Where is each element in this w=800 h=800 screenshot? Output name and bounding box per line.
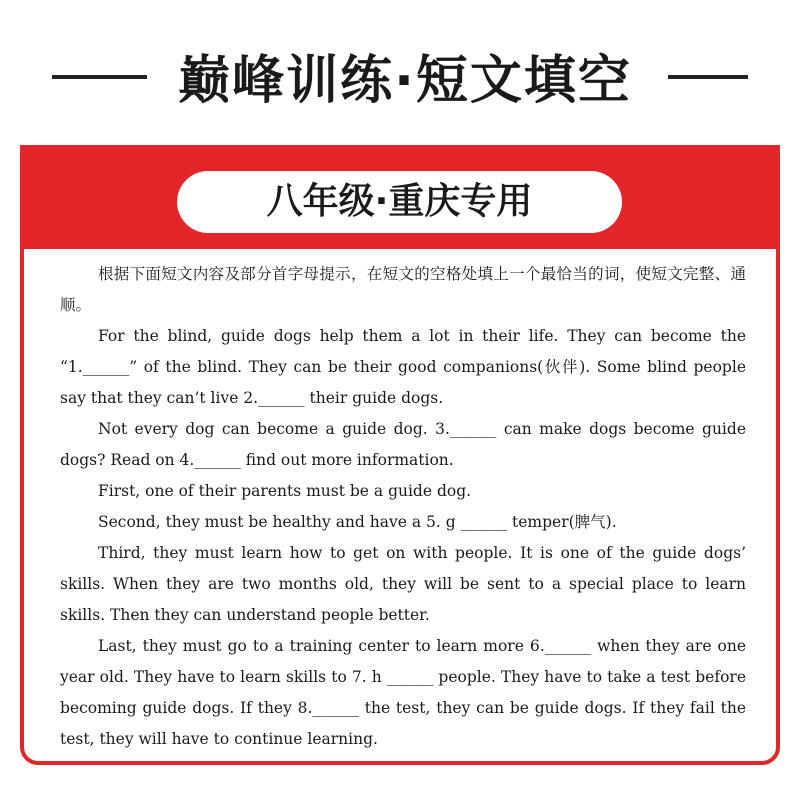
paragraph: Third, they must learn how to get on with people. It is one of the guide dogs’ skills. When they are two months old, they will be sent to a special place to learn skills. Then they can understand people better. bbox=[60, 544, 746, 624]
banner-band bbox=[24, 149, 776, 249]
title-dash-right bbox=[668, 75, 748, 79]
exercise-card bbox=[20, 145, 780, 765]
paragraph: Last, they must go to a training center to learn more 6.______ when they are one year old. They have to learn skills to 7. h ______ people. They have to take a test before becoming guide dogs. If they 8.______ the test, they can be guide dogs. If they fail the test, they will have to continue learning. bbox=[60, 637, 746, 748]
instruction-text: 根据下面短文内容及部分首字母提示，在短文的空格处填上一个最恰当的词，使短文完整、通顺。 bbox=[60, 265, 746, 314]
page-title: 巅峰训练·短文填空 bbox=[178, 51, 632, 111]
page-header bbox=[0, 0, 800, 140]
paragraph: For the blind, guide dogs help them a lot in their life. They can become the “1.______” of the blind. They can be their good companions(伙伴). Some blind people say that they can’t live 2.______ their guide dogs. bbox=[60, 327, 746, 407]
paragraph: Not every dog can become a guide dog. 3.______ can make dogs become guide dogs? Read on 4.______ find out more information. bbox=[60, 420, 746, 469]
title-dash-left bbox=[52, 75, 147, 79]
paragraph: Second, they must be healthy and have a 5. g ______ temper(脾气). bbox=[98, 513, 617, 531]
paragraph: First, one of their parents must be a guide dog. bbox=[98, 482, 472, 500]
passage bbox=[60, 259, 746, 755]
grade-badge: 八年级·重庆专用 bbox=[177, 171, 622, 233]
